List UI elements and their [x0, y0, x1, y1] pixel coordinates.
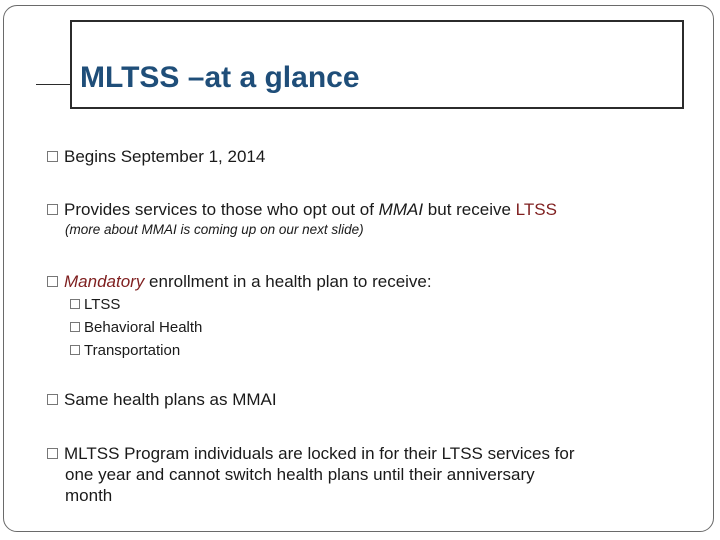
bullet-line-2: one year and cannot switch health plans until their anniversary [65, 465, 535, 484]
checkbox-subbullet-icon [70, 322, 80, 332]
checkbox-bullet-icon [47, 276, 58, 287]
checkbox-bullet-icon [47, 151, 58, 162]
bullet-text-mandatory: Mandatory [64, 272, 145, 291]
bullet-locked-in [47, 443, 575, 506]
bullet-begins [47, 146, 265, 167]
checkbox-subbullet-icon [70, 345, 80, 355]
subbullet-behavioral-health [70, 318, 202, 337]
bullet-provides [47, 199, 557, 220]
checkbox-bullet-icon [47, 394, 58, 405]
slide-title: MLTSS –at a glance [80, 61, 360, 94]
checkbox-subbullet-icon [70, 299, 80, 309]
bullet-line-1 [47, 443, 575, 464]
subbullet-text: LTSS [84, 296, 121, 313]
subbullet-ltss [70, 295, 120, 314]
bullet-text-mid: but receive [423, 200, 516, 219]
bullet-text-ltss: LTSS [515, 200, 557, 219]
bullet-line-3: month [65, 486, 113, 505]
checkbox-bullet-icon [47, 204, 58, 215]
bullet-text-pre: Provides services to those who opt out of [64, 200, 379, 219]
bullet-same-plans [47, 389, 277, 410]
bullet-text: MLTSS Program individuals are locked in for their LTSS services for [64, 444, 575, 463]
subbullet-text: Transportation [84, 342, 181, 359]
bullet-note: (more about MMAI is coming up on our next slide) [65, 222, 364, 237]
subbullet-transportation [70, 341, 180, 360]
subbullet-text: Behavioral Health [84, 319, 203, 336]
bullet-text-mmai: MMAI [378, 200, 424, 219]
bullet-text-rest: enrollment in a health plan to receive: [144, 272, 432, 291]
bullet-mandatory [47, 271, 432, 292]
bullet-text: Begins September 1, 2014 [64, 147, 266, 166]
title-rule [36, 84, 72, 85]
checkbox-bullet-icon [47, 448, 58, 459]
bullet-text: Same health plans as MMAI [64, 390, 277, 409]
